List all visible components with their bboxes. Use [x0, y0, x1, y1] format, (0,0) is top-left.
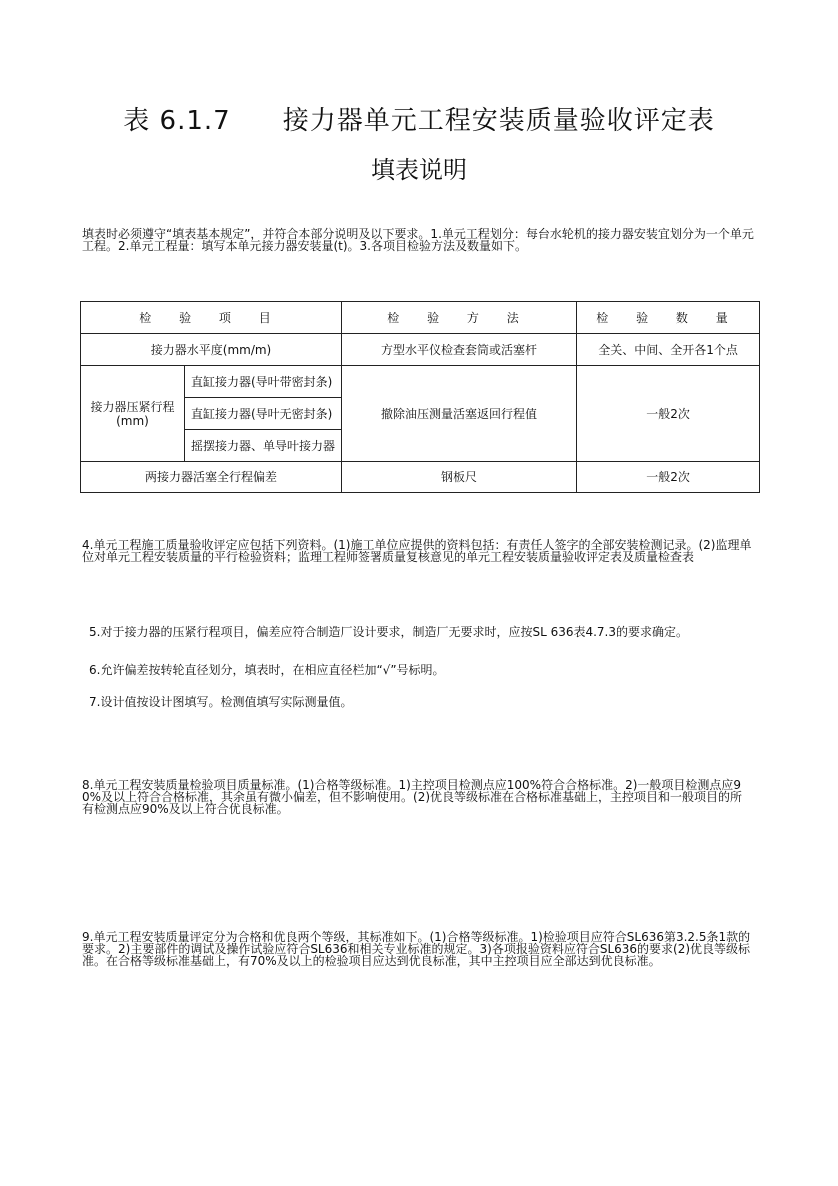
note-5: 5.对于接力器的压紧行程项目，偏差应符合制造厂设计要求，制造厂无要求时，应按SL 636表4.7.3的要求确定。 — [89, 625, 689, 639]
header-quantity: 检 验 数 量 — [577, 302, 760, 334]
page-subtitle: 填表说明 — [371, 156, 467, 184]
note-7: 7.设计值按设计图填写。检测值填写实际测量值。 — [89, 695, 353, 709]
row3-item: 两接力器活塞全行程偏差 — [81, 462, 342, 493]
row2-subitem: 摇摆接力器、单导叶接力器 — [185, 430, 342, 462]
table-row — [81, 462, 760, 493]
note-6: 6.允许偏差按转轮直径划分，填表时，在相应直径栏加“√”号标明。 — [89, 663, 445, 677]
table-row — [81, 366, 760, 398]
header-item: 检 验 项 目 — [81, 302, 342, 334]
row2-item: 接力器压紧行程(mm) — [81, 366, 185, 462]
row3-method: 钢板尺 — [342, 462, 577, 493]
note-8: 8.单元工程安装质量检验项目质量标准。(1)合格等级标准。1)主控项目检测点应100%符合合格标准。2)一般项目检测点应90%及以上符合合格标准，其余虽有微小偏差，但不影响使用。(2)优良等级标准在合格标准基础上，主控项目和一般项目的所有检测点应90%及以上符合优良标准。 — [82, 778, 743, 816]
intro-paragraph: 填表时必须遵守“填表基本规定”，并符合本部分说明及以下要求。1.单元工程划分：每台水轮机的接力器安装宜划分为一个单元工程。2.单元工程量：填写本单元接力器安装量(t)。3.各项目检验方法及数量如下。 — [82, 227, 754, 253]
table-header-row — [81, 302, 760, 334]
row1-quantity: 全关、中间、全开各1个点 — [577, 334, 760, 366]
note-9: 9.单元工程安装质量评定分为合格和优良两个等级，其标准如下。(1)合格等级标准。1)检验项目应符合SL636第3.2.5条1款的要求。2)主要部件的调试及操作试验应符合SL636和相关专业标准的规定。3)各项报验资料应符合SL636的要求(2)优良等级标准。在合格等级标准基础上，有70%及以上的检验项目应达到优良标准，其中主控项目应全部达到优良标准。 — [82, 930, 751, 968]
table-row — [81, 334, 760, 366]
table-number: 表 6.1.7 — [123, 106, 231, 136]
row2-quantity: 一般2次 — [577, 366, 760, 462]
row2-subitem: 直缸接力器(导叶无密封条) — [185, 398, 342, 430]
note-4: 4.单元工程施工质量验收评定应包括下列资料。(1)施工单位应提供的资料包括：有责任人签字的全部安装检测记录。(2)监理单位对单元工程安装质量的平行检验资料；监理工程师签署质量复核意见的单元工程安装质量验收评定表及质量检查表 — [82, 538, 752, 564]
table-title: 接力器单元工程安装质量验收评定表 — [282, 106, 715, 136]
row2-subitem: 直缸接力器(导叶带密封条) — [185, 366, 342, 398]
inspection-table — [80, 301, 760, 493]
row1-item: 接力器水平度(mm/m) — [81, 334, 342, 366]
header-method: 检 验 方 法 — [342, 302, 577, 334]
page-title — [0, 100, 838, 137]
row1-method: 方型水平仪检查套筒或活塞杆 — [342, 334, 577, 366]
row3-quantity: 一般2次 — [577, 462, 760, 493]
row2-method: 撤除油压测量活塞返回行程值 — [342, 366, 577, 462]
